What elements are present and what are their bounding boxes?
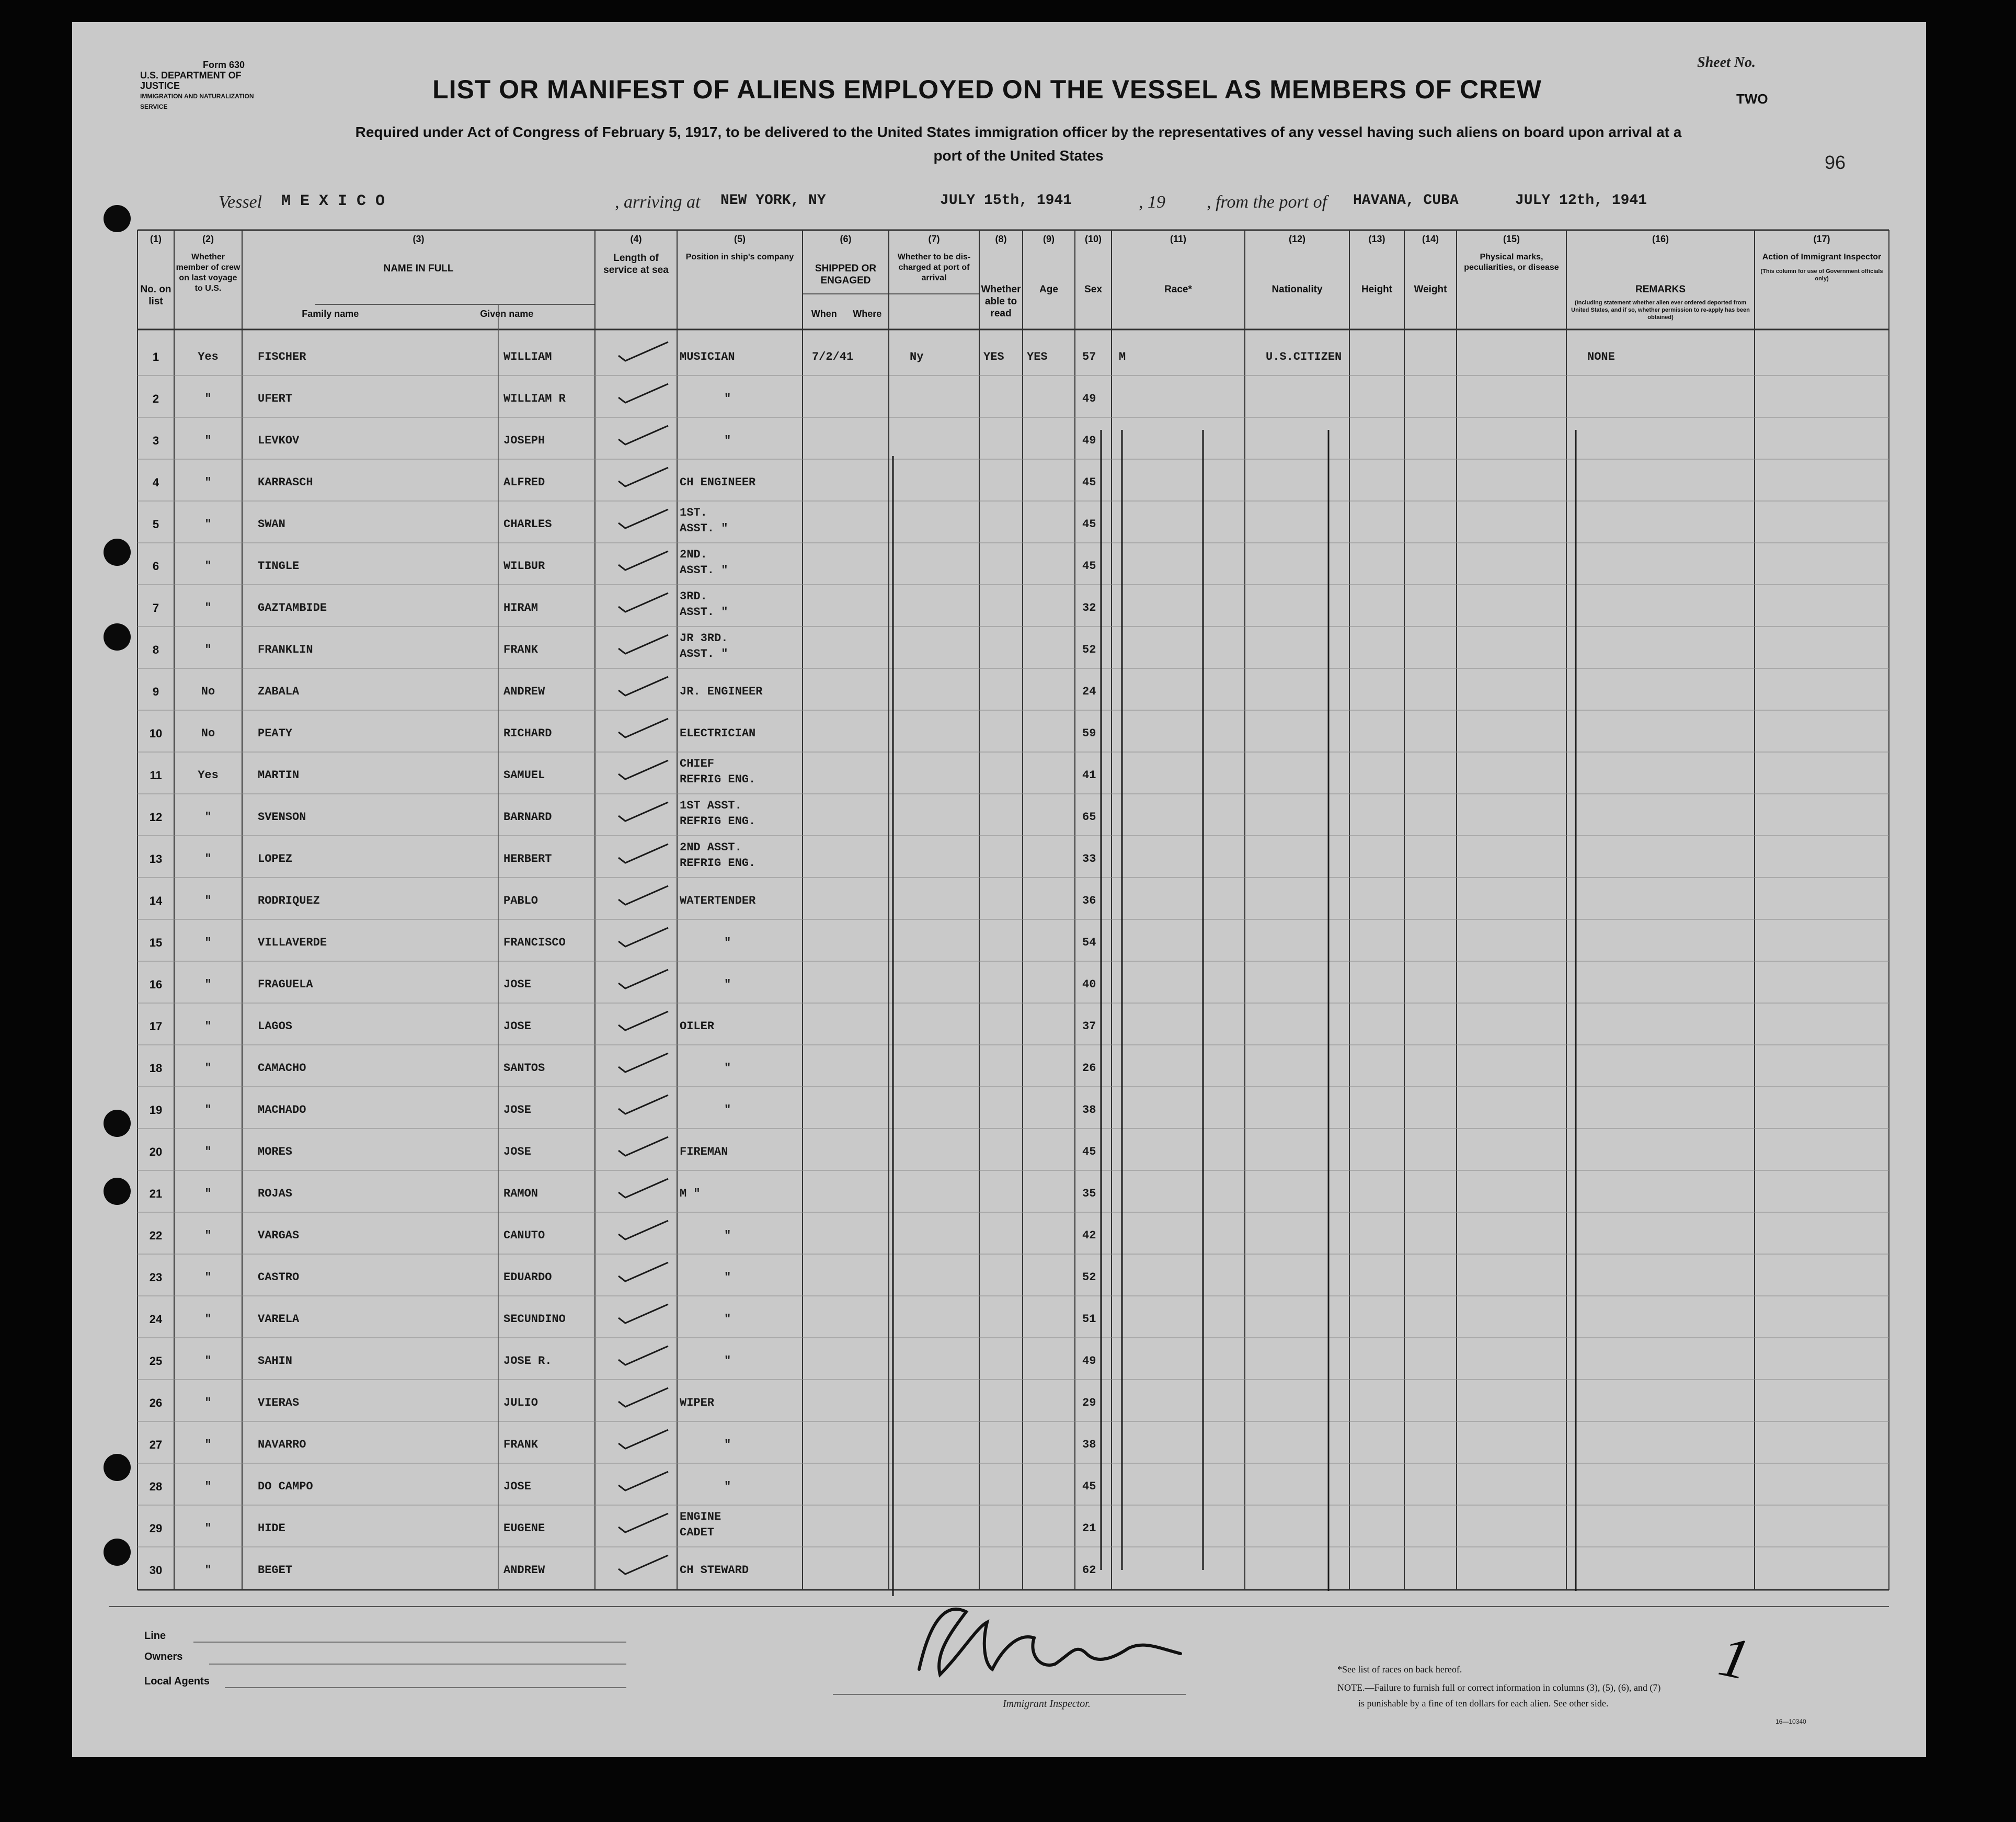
inspector-signature <box>898 1591 1222 1695</box>
row-number: 3 <box>152 434 159 447</box>
age-cell: 45 <box>1082 476 1096 489</box>
given-name-cell: JOSE <box>503 978 531 991</box>
given-name-cell: JOSE <box>503 1103 531 1117</box>
family-name-cell: ROJAS <box>258 1187 293 1200</box>
age-cell: 59 <box>1082 727 1096 740</box>
row-number: 12 <box>149 811 163 824</box>
age-cell: 29 <box>1082 1396 1096 1409</box>
given-name-cell: JOSE <box>503 1145 531 1158</box>
table-grid <box>72 22 1926 1757</box>
position-cell: ASST. " <box>680 647 728 661</box>
vessel-name: M E X I C O <box>281 192 385 210</box>
age-cell: 33 <box>1082 852 1096 866</box>
punch-hole <box>104 1178 131 1205</box>
row-number: 9 <box>152 685 159 698</box>
prior-voyage-cell: " <box>204 1522 212 1535</box>
column-number: (6) <box>840 234 852 244</box>
line-label: Line <box>144 1630 166 1642</box>
department-name: U.S. DEPARTMENT OF JUSTICE <box>140 70 242 91</box>
column-note: (Including statement whether alien ever ordered deported from United States, and if so, whether permission to re-apply has been obtained) <box>1571 300 1750 321</box>
row-number: 27 <box>149 1438 163 1451</box>
column-label: Action of Immigrant Inspector <box>1762 253 1882 261</box>
position-cell: M " <box>680 1187 701 1200</box>
punch-hole <box>104 623 131 651</box>
family-name-cell: VIERAS <box>258 1396 300 1409</box>
prior-voyage-cell: " <box>204 1020 212 1033</box>
column-label: Physical marks, peculiarities, or disease <box>1464 253 1559 272</box>
row-number: 6 <box>152 560 159 573</box>
position-cell: " <box>724 1229 731 1242</box>
prior-voyage-cell: " <box>204 1313 212 1326</box>
row-number: 25 <box>149 1354 163 1368</box>
column-number: (11) <box>1170 234 1187 244</box>
given-name-cell: SANTOS <box>503 1062 545 1075</box>
column-number: (3) <box>413 234 425 244</box>
family-name-cell: KARRASCH <box>258 476 313 489</box>
given-name-cell: JOSE <box>503 1480 531 1493</box>
punch-hole <box>104 205 131 232</box>
column-number: (9) <box>1043 234 1055 244</box>
given-name-cell: EDUARDO <box>503 1271 552 1284</box>
position-cell: REFRIG ENG. <box>680 815 756 828</box>
prior-voyage-cell: Yes <box>198 769 219 782</box>
position-cell: OILER <box>680 1020 715 1033</box>
age-cell: 40 <box>1082 978 1096 991</box>
family-name-cell: SVENSON <box>258 811 306 824</box>
prior-voyage-cell: " <box>204 560 212 573</box>
position-cell: " <box>724 1271 731 1284</box>
position-cell: 2ND ASST. <box>680 841 742 854</box>
sheet-label: Sheet No. <box>1697 54 1756 71</box>
column-label: Weight <box>1414 284 1447 295</box>
row-number: 8 <box>152 643 159 656</box>
age-cell: 38 <box>1082 1438 1096 1451</box>
from-port: HAVANA, CUBA <box>1353 192 1459 209</box>
row-number: 7 <box>152 601 159 614</box>
prior-voyage-cell: " <box>204 894 212 907</box>
family-name-cell: VARGAS <box>258 1229 300 1242</box>
given-name-cell: ANDREW <box>503 1564 545 1577</box>
prior-voyage-cell: " <box>204 1438 212 1451</box>
position-cell: 1ST. <box>680 506 707 519</box>
given-name-cell: HERBERT <box>503 852 552 866</box>
position-cell: " <box>724 936 731 949</box>
position-cell: ASST. " <box>680 606 728 619</box>
position-cell: 2ND. <box>680 548 707 561</box>
position-cell: CH ENGINEER <box>680 476 756 489</box>
race-cell: U.S.CITIZEN <box>1266 350 1342 363</box>
age-cell: 57 <box>1082 350 1096 363</box>
row-number: 16 <box>149 978 163 991</box>
position-cell: " <box>724 978 731 991</box>
position-cell: " <box>724 1062 731 1075</box>
prior-voyage-cell: " <box>204 392 212 405</box>
page-title: LIST OR MANIFEST OF ALIENS EMPLOYED ON THE VESSEL AS MEMBERS OF CREW <box>432 75 1542 104</box>
prior-voyage-cell: " <box>204 1229 212 1242</box>
family-name-cell: CASTRO <box>258 1271 300 1284</box>
handwritten-mark: 1 <box>1714 1623 1756 1692</box>
from-label: , from the port of <box>1207 192 1327 212</box>
prior-voyage-cell: " <box>204 476 212 489</box>
column-label: Position in ship's company <box>685 253 794 261</box>
position-cell: CH STEWARD <box>680 1564 749 1577</box>
family-name-cell: VARELA <box>258 1313 300 1326</box>
column-number: (2) <box>202 234 214 244</box>
family-name-cell: FRAGUELA <box>258 978 313 991</box>
column-sublabel: When <box>811 309 837 319</box>
position-cell: 3RD. <box>680 590 707 603</box>
family-name-cell: MACHADO <box>258 1103 306 1117</box>
family-name-cell: GAZTAMBIDE <box>258 601 327 614</box>
position-cell: " <box>724 1103 731 1117</box>
given-name-cell: JOSE <box>503 1020 531 1033</box>
position-cell: JR. ENGINEER <box>680 685 763 698</box>
prior-voyage-cell: " <box>204 643 212 656</box>
row-number: 17 <box>149 1020 163 1033</box>
position-cell: MUSICIAN <box>680 350 735 363</box>
family-name-cell: UFERT <box>258 392 293 405</box>
column-label: Whether to be dis-charged at port of arrival <box>897 253 971 282</box>
given-name-cell: WILBUR <box>503 560 545 573</box>
manifest-sheet <box>72 22 1926 1757</box>
column-number: (15) <box>1503 234 1520 244</box>
age-cell: 49 <box>1082 434 1096 447</box>
given-name-cell: JOSEPH <box>503 434 545 447</box>
age-cell: 45 <box>1082 1145 1096 1158</box>
position-cell: ASST. " <box>680 522 728 535</box>
column-sublabel: Family name <box>302 309 359 319</box>
given-name-cell: FRANCISCO <box>503 936 566 949</box>
age-cell: 49 <box>1082 392 1096 405</box>
prior-voyage-cell: " <box>204 1062 212 1075</box>
sheet-value: TWO <box>1736 91 1768 107</box>
note-line2: is punishable by a fine of ten dollars for each alien. See other side. <box>1358 1698 1609 1709</box>
row-number: 18 <box>149 1062 163 1075</box>
age-cell: 45 <box>1082 1480 1096 1493</box>
row-number: 14 <box>149 894 163 907</box>
given-name-cell: JULIO <box>503 1396 539 1409</box>
column-label: Nationality <box>1272 284 1323 295</box>
column-number: (10) <box>1084 234 1102 244</box>
given-name-cell: WILLIAM R <box>503 392 566 405</box>
position-cell: REFRIG ENG. <box>680 857 756 870</box>
family-name-cell: BEGET <box>258 1564 293 1577</box>
family-name-cell: MARTIN <box>258 769 300 782</box>
owners-label: Owners <box>144 1651 183 1662</box>
prior-voyage-cell: " <box>204 518 212 531</box>
position-cell: ASST. " <box>680 564 728 577</box>
given-name-cell: SECUNDINO <box>503 1313 566 1326</box>
column-number: (14) <box>1422 234 1439 244</box>
age-cell: 52 <box>1082 643 1096 656</box>
prior-voyage-cell: " <box>204 978 212 991</box>
family-name-cell: RODRIQUEZ <box>258 894 320 907</box>
given-name-cell: HIRAM <box>503 601 539 614</box>
age-cell: 65 <box>1082 811 1096 824</box>
given-name-cell: RICHARD <box>503 727 552 740</box>
departure-date: JULY 12th, 1941 <box>1515 192 1647 209</box>
row-number: 13 <box>149 852 163 866</box>
sex-cell: M <box>1119 350 1126 363</box>
position-cell: JR 3RD. <box>680 632 728 645</box>
family-name-cell: MORES <box>258 1145 293 1158</box>
family-name-cell: VILLAVERDE <box>258 936 327 949</box>
page-number: 96 <box>1825 152 1846 173</box>
column-note: (This column for use of Government officials only) <box>1760 268 1883 282</box>
able-to-read-cell: YES <box>1027 350 1048 363</box>
form-number: Form 630 <box>203 60 245 70</box>
punch-hole <box>104 1454 131 1481</box>
position-cell: CHIEF <box>680 757 715 770</box>
row-number: 28 <box>149 1480 163 1493</box>
punch-hole <box>104 1539 131 1566</box>
column-number: (1) <box>150 234 162 244</box>
age-cell: 54 <box>1082 936 1096 949</box>
row-number: 20 <box>149 1145 163 1158</box>
note-line1: NOTE.—Failure to furnish full or correct information in columns (3), (5), (6), and (7) <box>1337 1682 1661 1693</box>
family-name-cell: CAMACHO <box>258 1062 306 1075</box>
given-name-cell: WILLIAM <box>503 350 552 363</box>
inspector-label: Immigrant Inspector. <box>1003 1698 1091 1710</box>
prior-voyage-cell: " <box>204 1271 212 1284</box>
row-number: 10 <box>149 727 163 740</box>
column-label: Whether able to read <box>981 284 1021 319</box>
age-cell: 37 <box>1082 1020 1096 1033</box>
column-label: No. on list <box>140 284 171 307</box>
shipped-when-cell: 7/2/41 <box>812 350 854 363</box>
given-name-cell: FRANK <box>503 1438 539 1451</box>
age-cell: 62 <box>1082 1564 1096 1577</box>
position-cell: " <box>724 1438 731 1451</box>
column-number: (12) <box>1288 234 1305 244</box>
row-number: 29 <box>149 1522 163 1535</box>
family-name-cell: ZABALA <box>258 685 300 698</box>
given-name-cell: SAMUEL <box>503 769 545 782</box>
prior-voyage-cell: " <box>204 1564 212 1577</box>
prior-voyage-cell: Yes <box>198 350 219 363</box>
position-cell: 1ST ASST. <box>680 799 742 812</box>
arriving-label: , arriving at <box>615 192 701 212</box>
race-note: *See list of races on back hereof. <box>1337 1664 1462 1675</box>
family-name-cell: TINGLE <box>258 560 300 573</box>
age-cell: 21 <box>1082 1522 1096 1535</box>
prior-voyage-cell: No <box>201 727 215 740</box>
position-cell: " <box>724 434 731 447</box>
family-name-cell: PEATY <box>258 727 293 740</box>
given-name-cell: FRANK <box>503 643 539 656</box>
punch-hole <box>104 539 131 566</box>
column-sublabel: Where <box>853 309 882 319</box>
punch-hole <box>104 1110 131 1137</box>
age-cell: 26 <box>1082 1062 1096 1075</box>
family-name-cell: LOPEZ <box>258 852 293 866</box>
arriving-port: NEW YORK, NY <box>720 192 826 209</box>
age-cell: 52 <box>1082 1271 1096 1284</box>
prior-voyage-cell: " <box>204 1354 212 1368</box>
age-cell: 45 <box>1082 560 1096 573</box>
position-cell: WATERTENDER <box>680 894 756 907</box>
prior-voyage-cell: " <box>204 1396 212 1409</box>
given-name-cell: CHARLES <box>503 518 552 531</box>
age-cell: 32 <box>1082 601 1096 614</box>
age-cell: 51 <box>1082 1313 1096 1326</box>
family-name-cell: SWAN <box>258 518 285 531</box>
column-number: (17) <box>1813 234 1830 244</box>
print-code: 16—10340 <box>1776 1718 1806 1725</box>
age-cell: 41 <box>1082 769 1096 782</box>
given-name-cell: BARNARD <box>503 811 552 824</box>
given-name-cell: PABLO <box>503 894 539 907</box>
arrival-date: JULY 15th, 1941 <box>940 192 1072 209</box>
column-label: Whether member of crew on last voyage to U.S. <box>176 253 240 293</box>
year-label: , 19 <box>1139 192 1165 212</box>
vessel-label: Vessel <box>219 192 262 212</box>
shipped-where-cell: Ny <box>910 350 924 363</box>
column-label: Length of service at sea <box>603 253 669 276</box>
column-label: Race* <box>1164 284 1192 295</box>
row-number: 5 <box>152 518 159 531</box>
prior-voyage-cell: " <box>204 811 212 824</box>
position-cell: " <box>724 1313 731 1326</box>
column-number: (7) <box>928 234 940 244</box>
row-number: 30 <box>149 1564 163 1577</box>
position-cell: " <box>724 1480 731 1493</box>
position-cell: ENGINE <box>680 1510 721 1523</box>
column-label: Height <box>1361 284 1393 295</box>
age-cell: 36 <box>1082 894 1096 907</box>
family-name-cell: HIDE <box>258 1522 285 1535</box>
column-number: (16) <box>1652 234 1669 244</box>
age-cell: 42 <box>1082 1229 1096 1242</box>
family-name-cell: FRANKLIN <box>258 643 313 656</box>
row-number: 4 <box>152 476 159 489</box>
position-cell: FIREMAN <box>680 1145 728 1158</box>
column-label: SHIPPED OR ENGAGED <box>815 263 877 286</box>
given-name-cell: EUGENE <box>503 1522 545 1535</box>
given-name-cell: JOSE R. <box>503 1354 552 1368</box>
prior-voyage-cell: " <box>204 1145 212 1158</box>
family-name-cell: LEVKOV <box>258 434 300 447</box>
column-label: Age <box>1039 284 1058 295</box>
column-label: REMARKS <box>1635 284 1686 295</box>
row-number: 1 <box>152 350 159 363</box>
prior-voyage-cell: " <box>204 434 212 447</box>
position-cell: REFRIG ENG. <box>680 773 756 786</box>
family-name-cell: DO CAMPO <box>258 1480 313 1493</box>
row-number: 23 <box>149 1271 163 1284</box>
age-cell: 35 <box>1082 1187 1096 1200</box>
column-number: (13) <box>1368 234 1385 244</box>
row-number: 19 <box>149 1103 163 1117</box>
given-name-cell: RAMON <box>503 1187 539 1200</box>
column-sublabel: Given name <box>480 309 534 319</box>
given-name-cell: ALFRED <box>503 476 545 489</box>
discharged-cell: YES <box>983 350 1004 363</box>
row-number: 11 <box>150 769 162 782</box>
prior-voyage-cell: " <box>204 601 212 614</box>
age-cell: 38 <box>1082 1103 1096 1117</box>
prior-voyage-cell: " <box>204 1187 212 1200</box>
age-cell: 45 <box>1082 518 1096 531</box>
age-cell: 49 <box>1082 1354 1096 1368</box>
position-cell: " <box>724 392 731 405</box>
subtitle-line1: Required under Act of Congress of February 5, 1917, to be delivered to the United States immigration officer by the representatives of any vessel having such aliens on board upon arrival at a <box>355 124 1682 140</box>
prior-voyage-cell: No <box>201 685 215 698</box>
age-cell: 24 <box>1082 685 1096 698</box>
family-name-cell: FISCHER <box>258 350 306 363</box>
column-number: (4) <box>630 234 642 244</box>
family-name-cell: SAHIN <box>258 1354 293 1368</box>
prior-voyage-cell: " <box>204 1480 212 1493</box>
row-number: 21 <box>149 1187 163 1200</box>
row-number: 2 <box>152 392 159 405</box>
position-cell: CADET <box>680 1526 715 1539</box>
column-number: (8) <box>995 234 1007 244</box>
row-number: 24 <box>149 1313 163 1326</box>
position-cell: ELECTRICIAN <box>680 727 756 740</box>
given-name-cell: CANUTO <box>503 1229 545 1242</box>
subtitle-line2: port of the United States <box>933 147 1104 164</box>
column-label: Sex <box>1084 284 1102 295</box>
row-number: 22 <box>149 1229 163 1242</box>
prior-voyage-cell: " <box>204 852 212 866</box>
service-name: IMMIGRATION AND NATURALIZATION SERVICE <box>140 93 254 110</box>
family-name-cell: LAGOS <box>258 1020 293 1033</box>
row-number: 15 <box>149 936 163 949</box>
physical-marks-cell: NONE <box>1587 350 1615 363</box>
column-label: NAME IN FULL <box>383 263 454 274</box>
prior-voyage-cell: " <box>204 936 212 949</box>
position-cell: WIPER <box>680 1396 715 1409</box>
given-name-cell: ANDREW <box>503 685 545 698</box>
local-agents-label: Local Agents <box>144 1676 210 1687</box>
row-number: 26 <box>149 1396 163 1409</box>
column-number: (5) <box>734 234 746 244</box>
position-cell: " <box>724 1354 731 1368</box>
prior-voyage-cell: " <box>204 1103 212 1117</box>
family-name-cell: NAVARRO <box>258 1438 306 1451</box>
